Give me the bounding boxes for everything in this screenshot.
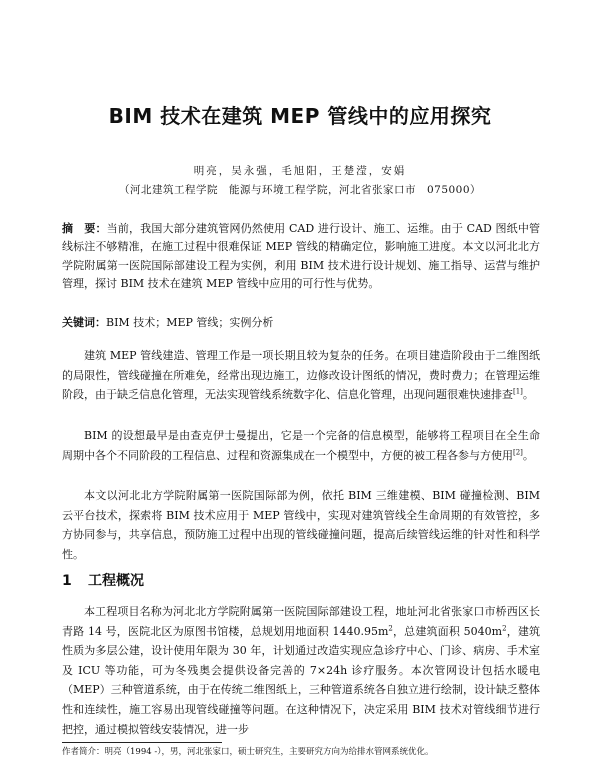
citation-ref: [1]: [513, 387, 523, 396]
author-footnote: 作者简介：明亮（1994 -），男，河北张家口，硕士研究生，主要研究方向为给排水管网系统优化。: [62, 747, 434, 757]
paragraph-text: BIM 的设想最早是由查克伊士曼提出，它是一个完备的信息模型，能够将工程项目在全生命周期中各个不同阶段的工程信息、过程和资源集成在一个模型中，方便的被工程各参与方使用: [62, 429, 540, 462]
paragraph-text: 本工程项目名称为河北北方学院附属第一医院国际部建设工程，地址河北省张家口市桥西区长青路 14 号，医院北区为原图书馆楼，总规划用地面积 1440.95m: [62, 605, 540, 638]
abstract-text: 当前，我国大部分建筑管网仍然使用 CAD 进行设计、施工、运维。由于 CAD 图纸中管线标注不够精准，在施工过程中很难保证 MEP 管线的精确定位，影响施工进度。本文以河北北方学院附属第一医院国际部建设工程为实例，利用 BIM 技术进行设计规划、施工指导、运营与维护管理，探讨 BIM 技术在建筑 MEP 管线中应用的可行性与优势。: [62, 222, 541, 290]
keywords: [62, 314, 540, 332]
abstract-label: 摘 要：: [62, 222, 107, 235]
section-title: 工程概况: [88, 573, 144, 589]
paragraph-end: 。: [522, 448, 534, 462]
paragraph-bim-concept: [62, 426, 540, 465]
section-number: 1: [62, 573, 72, 589]
affiliation: （河北建筑工程学院 能源与环境工程学院，河北省张家口市 075000）: [118, 184, 482, 196]
paragraph-project-overview: [62, 602, 540, 739]
section-heading: [62, 570, 144, 590]
footnote-rule: [62, 742, 222, 743]
author-list: 明亮，吴永强，毛旭阳，王楚滢，安娟: [193, 165, 407, 177]
keywords-label: 关键词：: [62, 316, 106, 329]
paragraph-text: ，建筑性质为多层公建，设计使用年限为 30 年，计划通过改造实现应急诊疗中心、门诊、病房、手术室及 ICU 等功能，可为冬残奥会提供设备完善的 7×24h 诊疗服务。本次管网设计包括水暖电（MEP）三种管道系统，由于在传统二维图纸上，三种管道系统各自独立进行绘制，设计缺乏整体性和连续性，施工容易出现管线碰撞等问题。在这种情况下，决定采用 BIM 技术对管线细节进行把控，通过模拟管线安装情况，进一步: [62, 624, 541, 736]
paragraph-purpose: 本文以河北北方学院附属第一医院国际部为例，依托 BIM 三维建模、BIM 碰撞检测、BIM 云平台技术，探索将 BIM 技术应用于 MEP 管线中，实现对建筑管线全生命周期的有效管控，多方协同参与，共享信息，预防施工过程中出现的管线碰撞问题，提高后续管线运维的针对性和科学性。: [62, 489, 540, 561]
paper-title: BIM 技术在建筑 MEP 管线中的应用探究: [108, 104, 492, 128]
keywords-text: BIM 技术；MEP 管线；实例分析: [106, 316, 274, 329]
superscript: 2: [502, 623, 507, 632]
abstract: [62, 220, 540, 293]
superscript: 2: [388, 623, 393, 632]
paragraph-end: 。: [522, 388, 534, 402]
paragraph-intro: [62, 346, 540, 405]
paragraph-text: 建筑 MEP 管线建造、管理工作是一项长期且较为复杂的任务。在项目建造阶段由于二维图纸的局限性，管线碰撞在所难免，经常出现边施工，边修改设计图纸的情况，费时费力；在管理运维阶段，由于缺乏信息化管理，无法实现管线系统数字化、信息化管理，出现问题很难快速排查: [62, 349, 540, 402]
paragraph-text: ，总建筑面积 5040m: [392, 624, 503, 638]
citation-ref: [2]: [513, 447, 523, 456]
